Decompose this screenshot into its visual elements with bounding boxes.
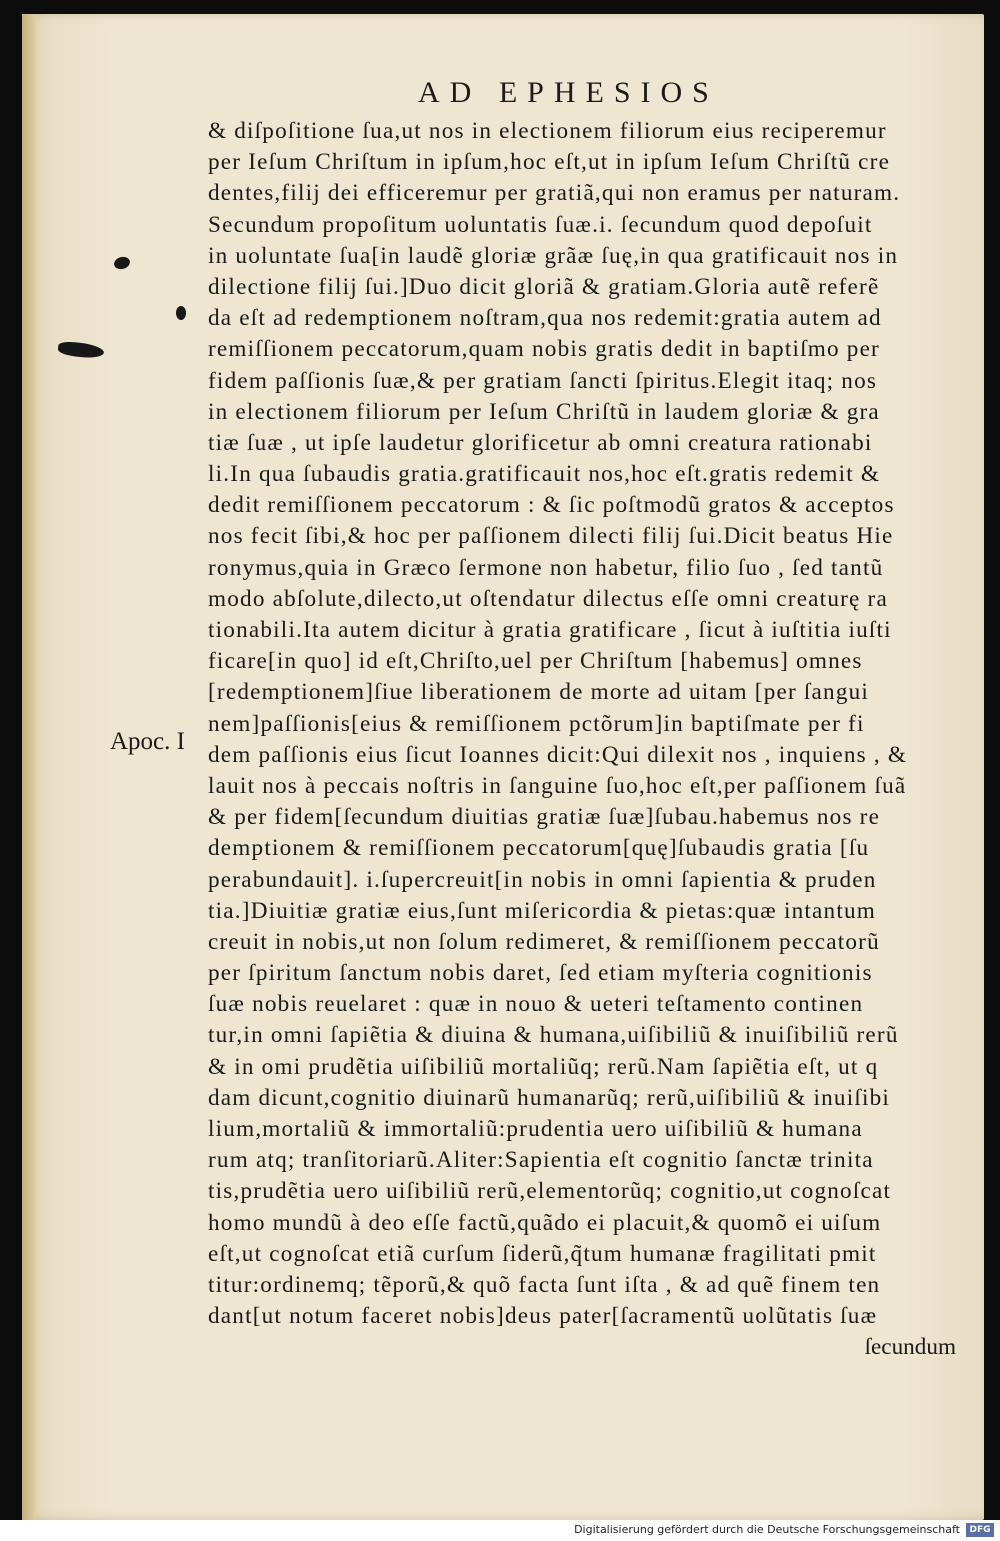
text-line: dam dicunt,cognitio diuinarũ humanarũq; rerũ,uiſibiliũ & inuiſibi xyxy=(208,1084,891,1111)
text-line: fidem paſſionis ſuæ,& per gratiam ſancti ſpiritus.Elegit itaq; nos xyxy=(208,367,878,394)
text-line: titur:ordinemq; tẽporũ,& quõ facta ſunt iſta , & ad quẽ finem ten xyxy=(208,1271,881,1298)
text-line: creuit in nobis,ut non ſolum redimeret, & remiſſionem peccatorũ xyxy=(208,928,880,955)
text-line: lauit nos à peccais noſtris in ſanguine ſuo,hoc eſt,per paſſionem ſuã xyxy=(208,772,907,799)
text-line: dant[ut notum faceret nobis]deus pater[ſacramentũ uolũtatis ſuæ xyxy=(208,1303,878,1330)
text-line: & in omi prudẽtia uiſibiliũ mortaliũq; rerũ.Nam ſapiẽtia eſt, ut q xyxy=(208,1053,879,1080)
text-line: demptionem & remiſſionem peccatorum[quę]ſubaudis gratia [ſu xyxy=(208,835,870,862)
text-line: dedit remiſſionem peccatorum : & ſic poſtmodũ gratos & acceptos xyxy=(208,492,895,519)
text-line: in electionem filiorum per Ieſum Chriſtũ in laudem gloriæ & gra xyxy=(208,398,880,425)
text-line: tiæ ſuæ , ut ipſe laudetur glorificetur ab omni creatura rationabi xyxy=(208,429,873,456)
margin-note: Apoc. I xyxy=(110,728,185,755)
text-line: in uoluntate ſua[in laudẽ gloriæ grãæ ſuę,in qua gratificauit nos in xyxy=(208,242,899,269)
text-line: homo mundũ à deo eſſe factũ,quãdo ei placuit,& quomõ ei uiſum xyxy=(208,1209,882,1236)
page-gutter xyxy=(22,14,36,1520)
text-line: nem]paſſionis[eius & remiſſionem pctõrum]in baptiſmate per fi xyxy=(208,710,865,737)
text-line: ſecundum xyxy=(864,1334,956,1361)
text-line: per Ieſum Chriſtum in ipſum,hoc eſt,ut in ipſum Ieſum Chriſtũ cre xyxy=(208,149,891,176)
dfg-logo-icon: DFG xyxy=(966,1523,994,1537)
text-line: Secundum propoſitum uoluntatis ſuæ.i. ſecundum quod depoſuit xyxy=(208,211,873,238)
text-line: tur,in omni ſapiẽtia & diuina & humana,uiſibiliũ & inuiſibiliũ rerũ xyxy=(208,1022,899,1049)
text-line: & per fidem[ſecundum diuitias gratiæ ſuæ]ſubau.habemus nos re xyxy=(208,804,881,831)
text-line: perabundauit]. i.ſupercreuit[in nobis in omni ſapientia & pruden xyxy=(208,866,877,893)
text-line: ficare[in quo] id eſt,Chriſto,uel per Chriſtum [habemus] omnes xyxy=(208,648,863,675)
body-text xyxy=(208,116,968,1364)
text-line: per ſpiritum ſanctum nobis daret, ſed etiam myſteria cognitionis xyxy=(208,960,873,987)
text-line: dentes,filij dei efficeremur per gratiã,qui non eramus per naturam. xyxy=(208,180,901,207)
text-line: ſuæ nobis reuelaret : quæ in nouo & ueteri teſtamento continen xyxy=(208,991,864,1018)
text-line: ronymus,quia in Græco ſermone non habetur, filio ſuo , ſed tantũ xyxy=(208,554,884,581)
text-line: modo abſolute,dilecto,ut oſtendatur dilectus eſſe omni creaturę ra xyxy=(208,585,888,612)
running-header: AD EPHESIOS xyxy=(418,76,719,109)
text-line: nos fecit ſibi,& hoc per paſſionem dilecti filij ſui.Dicit beatus Hie xyxy=(208,523,894,550)
text-line: lium,mortaliũ & immortaliũ:prudentia uero uiſibiliũ & humana xyxy=(208,1116,863,1142)
text-line: dilectione filij ſui.]Duo dicit gloriã & gratiam.Gloria autẽ referẽ xyxy=(208,273,880,300)
text-line: remiſſionem peccatorum,quam nobis gratis dedit in baptiſmo per xyxy=(208,336,880,363)
text-line: [redemptionem]ſiue liberationem de morte ad uitam [per ſangui xyxy=(208,679,870,706)
footer-bar xyxy=(0,1520,1000,1541)
text-line: tis,prudẽtia uero uiſibiliũ rerũ,elementorũq; cognitio,ut cognoſcat xyxy=(208,1178,892,1205)
ink-blot xyxy=(176,306,186,320)
text-line: eſt,ut cognoſcat etiã curſum ſiderũ,q̃tum humanæ fragilitati pmit xyxy=(208,1240,877,1267)
text-line: da eſt ad redemptionem noſtram,qua nos redemit:gratia autem ad xyxy=(208,305,882,332)
text-line: li.In qua ſubaudis gratia.gratificauit nos,hoc eſt.gratis redemit & xyxy=(208,461,881,488)
text-line: dem paſſionis eius ſicut Ioannes dicit:Qui dilexit nos , inquiens , & xyxy=(208,741,908,768)
text-line: & diſpoſitione ſua,ut nos in electionem filiorum eius reciperemur xyxy=(208,118,887,144)
footer-credit: Digitalisierung gefördert durch die Deutsche Forschungsgemeinschaft xyxy=(574,1523,960,1536)
text-line: tia.]Diuitiæ gratiæ eius,ſunt miſericordia & pietas:quæ intantum xyxy=(208,897,876,924)
text-line: rum atq; tranſitoriarũ.Aliter:Sapientia eſt cognitio ſanctæ trinita xyxy=(208,1147,874,1174)
text-line: tionabili.Ita autem dicitur à gratia gratificare , ſicut à iuſtitia iuſti xyxy=(208,617,892,643)
